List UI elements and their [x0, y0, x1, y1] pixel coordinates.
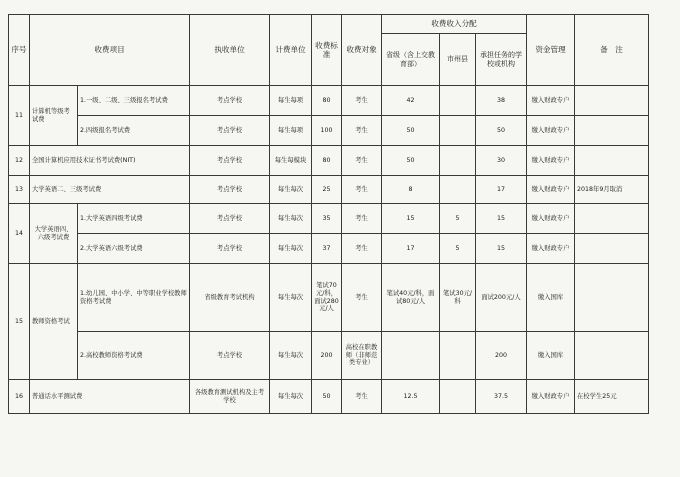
table-row — [9, 234, 649, 264]
table-row — [9, 264, 649, 332]
row-number: 15 — [9, 264, 30, 380]
header-unit: 执收单位 — [190, 15, 270, 86]
fee-target: 高校在职教师（非师范类专业） — [342, 332, 382, 380]
fee-standard: 37 — [312, 234, 342, 264]
item-group: 计算机等级考试费 — [30, 86, 78, 146]
fee-target: 考生 — [342, 116, 382, 146]
item-name: 2.高校教师资格考试费 — [78, 332, 190, 380]
billing-unit: 每生每次 — [270, 332, 312, 380]
fee-standard: 100 — [312, 116, 342, 146]
fund-management: 缴入财政专户 — [527, 176, 575, 204]
table-row — [9, 116, 649, 146]
collecting-unit: 考点学校 — [190, 234, 270, 264]
item-name: 全国计算机应用技术证书考试费(NIT) — [30, 146, 190, 176]
item-group: 教师资格考试 — [30, 264, 78, 380]
fund-management: 缴入财政专户 — [527, 380, 575, 414]
header-distribution: 收费收入分配 — [382, 15, 527, 34]
school-share: 37.5 — [476, 380, 527, 414]
fee-standard: 25 — [312, 176, 342, 204]
fee-target: 考生 — [342, 234, 382, 264]
school-share: 200 — [476, 332, 527, 380]
fund-management: 缴入财政专户 — [527, 204, 575, 234]
collecting-unit: 考点学校 — [190, 204, 270, 234]
collecting-unit: 各级教育测试机构及主考学校 — [190, 380, 270, 414]
row-number: 12 — [9, 146, 30, 176]
provincial-share: 42 — [382, 86, 440, 116]
remark — [575, 146, 649, 176]
row-number: 11 — [9, 86, 30, 146]
header-note: 备 注 — [575, 15, 649, 86]
item-name: 1.大学英语四级考试费 — [78, 204, 190, 234]
provincial-share: 15 — [382, 204, 440, 234]
header-provincial: 省级（含上交教育部） — [382, 34, 440, 86]
fee-standard: 80 — [312, 146, 342, 176]
school-share: 38 — [476, 86, 527, 116]
header-per: 计费单位 — [270, 15, 312, 86]
remark: 在校学生25元 — [575, 380, 649, 414]
billing-unit: 每生每次 — [270, 380, 312, 414]
billing-unit: 每生每项 — [270, 86, 312, 116]
city-county-share — [440, 332, 476, 380]
table-row — [9, 380, 649, 414]
fee-target: 考生 — [342, 176, 382, 204]
table-row — [9, 86, 649, 116]
collecting-unit: 考点学校 — [190, 116, 270, 146]
header-mgmt: 资金管理 — [527, 15, 575, 86]
school-share: 30 — [476, 146, 527, 176]
collecting-unit: 考点学校 — [190, 146, 270, 176]
collecting-unit: 考点学校 — [190, 176, 270, 204]
table-row — [9, 204, 649, 234]
city-county-share — [440, 116, 476, 146]
fee-standard: 50 — [312, 380, 342, 414]
fee-standard: 80 — [312, 86, 342, 116]
school-share: 15 — [476, 234, 527, 264]
city-county-share — [440, 176, 476, 204]
fee-target: 考生 — [342, 264, 382, 332]
fee-standard: 35 — [312, 204, 342, 234]
fee-standard: 笔试70元/科，面试280元/人 — [312, 264, 342, 332]
billing-unit: 每生每项 — [270, 116, 312, 146]
provincial-share: 50 — [382, 146, 440, 176]
header-target: 收费对象 — [342, 15, 382, 86]
billing-unit: 每生每次 — [270, 234, 312, 264]
row-number: 13 — [9, 176, 30, 204]
header-std: 收费标准 — [312, 15, 342, 86]
fee-table — [8, 14, 649, 414]
item-name: 2.四级报名考试费 — [78, 116, 190, 146]
header-item: 收费项目 — [30, 15, 190, 86]
fund-management: 缴入国库 — [527, 264, 575, 332]
item-name: 1.幼儿园、中小学、中等职业学校教师资格考试费 — [78, 264, 190, 332]
remark — [575, 234, 649, 264]
remark — [575, 264, 649, 332]
provincial-share: 17 — [382, 234, 440, 264]
fund-management: 缴入财政专户 — [527, 234, 575, 264]
table-row — [9, 176, 649, 204]
fee-target: 考生 — [342, 204, 382, 234]
item-group: 大学英语四、六级考试费 — [30, 204, 78, 264]
table-row — [9, 332, 649, 380]
fee-target: 考生 — [342, 380, 382, 414]
remark — [575, 116, 649, 146]
billing-unit: 每生每次 — [270, 264, 312, 332]
fee-standard: 200 — [312, 332, 342, 380]
city-county-share — [440, 380, 476, 414]
provincial-share: 8 — [382, 176, 440, 204]
collecting-unit: 省级教育考试机构 — [190, 264, 270, 332]
city-county-share: 5 — [440, 234, 476, 264]
provincial-share: 笔试40元/科，面试80元/人 — [382, 264, 440, 332]
header-city-county: 市州县 — [440, 34, 476, 86]
header-no: 序号 — [9, 15, 30, 86]
item-name: 1.一级、二级、三级报名考试费 — [78, 86, 190, 116]
provincial-share: 50 — [382, 116, 440, 146]
fee-target: 考生 — [342, 86, 382, 116]
school-share: 面试200元/人 — [476, 264, 527, 332]
billing-unit: 每生每次 — [270, 176, 312, 204]
item-name: 大学英语二、三级考试费 — [30, 176, 190, 204]
fund-management: 缴入财政专户 — [527, 146, 575, 176]
fund-management: 缴入财政专户 — [527, 116, 575, 146]
header-school: 承担任务的学校或机构 — [476, 34, 527, 86]
fund-management: 缴入财政专户 — [527, 86, 575, 116]
provincial-share: 12.5 — [382, 380, 440, 414]
collecting-unit: 考点学校 — [190, 86, 270, 116]
item-name: 普通话水平测试费 — [30, 380, 190, 414]
school-share: 17 — [476, 176, 527, 204]
remark — [575, 332, 649, 380]
remark: 2018年9月取消 — [575, 176, 649, 204]
city-county-share — [440, 146, 476, 176]
school-share: 50 — [476, 116, 527, 146]
row-number: 16 — [9, 380, 30, 414]
item-name: 2.大学英语六级考试费 — [78, 234, 190, 264]
billing-unit: 每生每模块 — [270, 146, 312, 176]
remark — [575, 86, 649, 116]
fee-target: 考生 — [342, 146, 382, 176]
billing-unit: 每生每次 — [270, 204, 312, 234]
row-number: 14 — [9, 204, 30, 264]
table-row — [9, 146, 649, 176]
fund-management: 缴入国库 — [527, 332, 575, 380]
city-county-share: 5 — [440, 204, 476, 234]
remark — [575, 204, 649, 234]
city-county-share: 笔试30元/科 — [440, 264, 476, 332]
collecting-unit: 考点学校 — [190, 332, 270, 380]
provincial-share — [382, 332, 440, 380]
school-share: 15 — [476, 204, 527, 234]
city-county-share — [440, 86, 476, 116]
